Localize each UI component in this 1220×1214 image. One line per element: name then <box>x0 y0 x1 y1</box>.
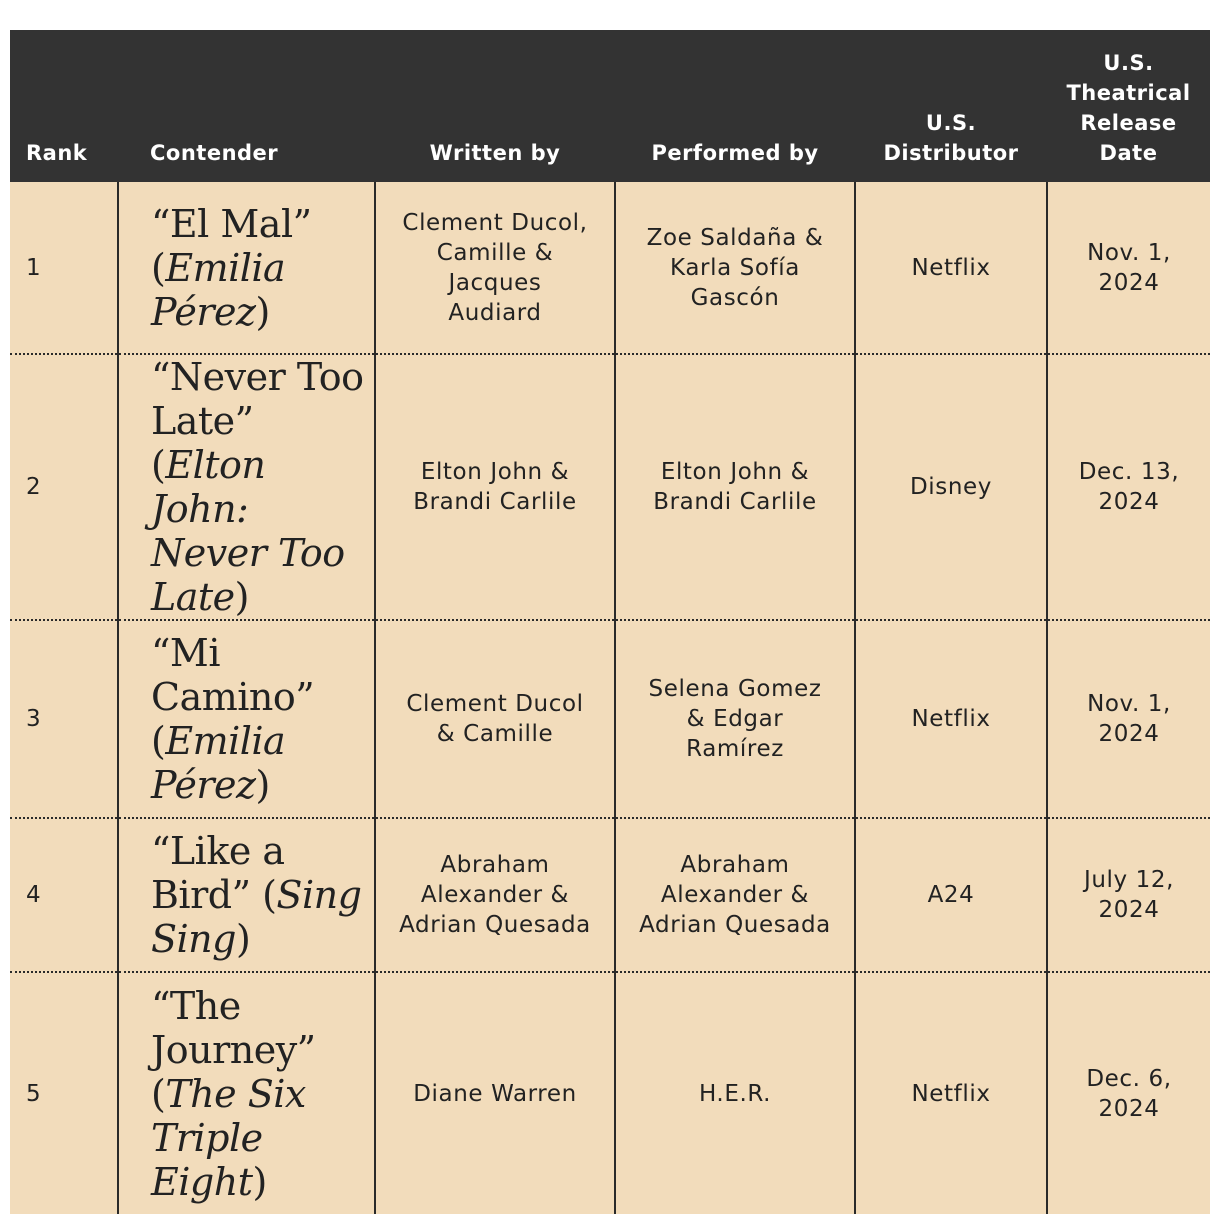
paren-open: ( <box>250 873 277 917</box>
rank-cell: 1 <box>10 182 118 354</box>
performed-by-cell: Elton John & Brandi Carlile <box>615 354 855 620</box>
song-title: “Like a Bird” <box>151 829 285 917</box>
contenders-table-container <box>10 30 1210 1214</box>
paren-open: ( <box>151 443 166 487</box>
rank-cell: 3 <box>10 620 118 818</box>
table-row <box>10 354 1210 620</box>
release-date-cell: July 12, 2024 <box>1047 818 1210 972</box>
paren-close: ) <box>235 917 251 961</box>
film-title: Elton John: Never Too Late <box>151 443 345 619</box>
paren-open: ( <box>151 1071 166 1116</box>
contender-cell <box>118 354 375 620</box>
film-title: Emilia Pérez <box>151 719 286 807</box>
written-by-cell: Clement Ducol, Camille & Jacques Audiard <box>375 182 615 354</box>
release-date-cell: Dec. 13, 2024 <box>1047 354 1210 620</box>
table-row <box>10 818 1210 972</box>
rank-cell: 2 <box>10 354 118 620</box>
release-date-cell: Nov. 1, 2024 <box>1047 620 1210 818</box>
distributor-cell: A24 <box>855 818 1047 972</box>
contender-cell <box>118 972 375 1214</box>
table-header <box>10 30 1210 182</box>
paren-open: ( <box>151 719 166 763</box>
performed-by-cell: Abraham Alexander & Adrian Quesada <box>615 818 855 972</box>
performed-by-cell: H.E.R. <box>615 972 855 1214</box>
distributor-cell: Netflix <box>855 620 1047 818</box>
table-row <box>10 620 1210 818</box>
table-row <box>10 972 1210 1214</box>
written-by-cell: Clement Ducol & Camille <box>375 620 615 818</box>
header-row <box>10 30 1210 182</box>
table-body <box>10 182 1210 1214</box>
rank-cell: 5 <box>10 972 118 1214</box>
song-title: “Mi Camino” <box>151 631 315 719</box>
contenders-table <box>10 30 1210 1214</box>
rank-cell: 4 <box>10 818 118 972</box>
header-contender: Contender <box>118 30 375 182</box>
header-written-by: Written by <box>375 30 615 182</box>
paren-open: ( <box>151 245 166 290</box>
song-title: “The Journey” <box>151 983 316 1072</box>
paren-close: ) <box>255 289 270 334</box>
release-date-cell: Dec. 6, 2024 <box>1047 972 1210 1214</box>
film-title: Sing Sing <box>151 873 362 961</box>
header-performed-by: Performed by <box>615 30 855 182</box>
paren-close: ) <box>234 575 249 619</box>
song-title: “El Mal” <box>151 201 312 246</box>
paren-close: ) <box>255 763 270 807</box>
distributor-cell: Disney <box>855 354 1047 620</box>
song-title: “Never Too Late” <box>151 355 364 443</box>
performed-by-cell: Zoe Saldaña & Karla Sofía Gascón <box>615 182 855 354</box>
film-title: Emilia Pérez <box>151 245 286 334</box>
table-row <box>10 182 1210 354</box>
film-title: The Six Triple Eight <box>151 1071 306 1204</box>
distributor-cell: Netflix <box>855 972 1047 1214</box>
written-by-cell: Elton John & Brandi Carlile <box>375 354 615 620</box>
distributor-cell: Netflix <box>855 182 1047 354</box>
contender-cell <box>118 182 375 354</box>
header-release-date: U.S. Theatrical Release Date <box>1047 30 1210 182</box>
performed-by-cell: Selena Gomez & Edgar Ramírez <box>615 620 855 818</box>
contender-cell <box>118 818 375 972</box>
paren-close: ) <box>252 1159 267 1204</box>
release-date-cell: Nov. 1, 2024 <box>1047 182 1210 354</box>
written-by-cell: Abraham Alexander & Adrian Quesada <box>375 818 615 972</box>
header-rank: Rank <box>10 30 118 182</box>
contender-cell <box>118 620 375 818</box>
written-by-cell: Diane Warren <box>375 972 615 1214</box>
header-distributor: U.S. Distributor <box>855 30 1047 182</box>
